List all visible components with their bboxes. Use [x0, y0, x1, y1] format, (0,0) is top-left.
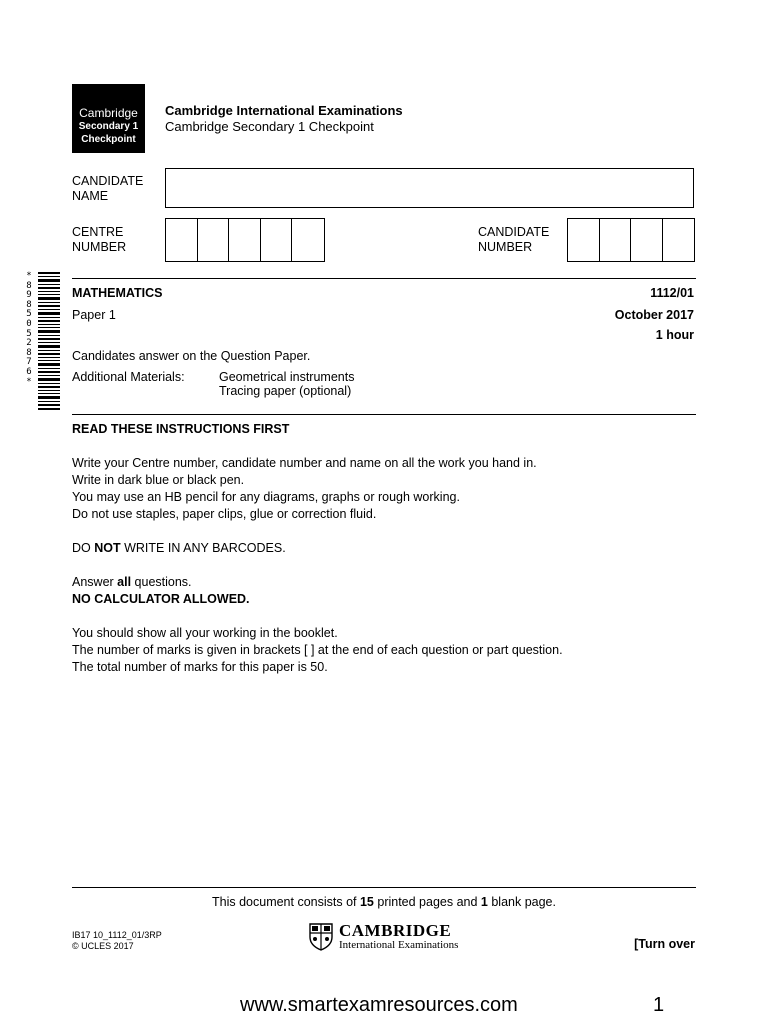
instruction-line: The total number of marks for this paper is 50.	[72, 660, 328, 674]
paper-code: 1112/01	[650, 286, 694, 300]
cambridge-logo	[309, 922, 458, 951]
centre-number-cell[interactable]	[229, 219, 261, 261]
instruction-text: WRITE IN ANY BARCODES.	[120, 541, 286, 555]
materials-label: Additional Materials:	[72, 370, 185, 384]
materials-list	[219, 370, 354, 398]
programme-title: Cambridge Secondary 1 Checkpoint	[165, 119, 374, 134]
candidate-number-label-line1: CANDIDATE	[478, 225, 550, 239]
candidate-number-cell[interactable]	[568, 219, 600, 261]
cambridge-wordmark: CAMBRIDGE	[339, 921, 452, 940]
candidate-number-boxes[interactable]	[567, 218, 695, 262]
candidate-number-cell[interactable]	[600, 219, 632, 261]
centre-number-label	[72, 225, 126, 255]
instruction-text: questions.	[131, 575, 192, 589]
instruction-line: Write in dark blue or black pen.	[72, 473, 245, 487]
barcode	[38, 272, 60, 410]
centre-number-label-line1: CENTRE	[72, 225, 124, 239]
cambridge-wordmark-sub: International Examinations	[339, 939, 459, 951]
logo-line-1: Cambridge	[79, 106, 138, 120]
instructions-heading: READ THESE INSTRUCTIONS FIRST	[72, 422, 290, 436]
centre-number-cell[interactable]	[166, 219, 198, 261]
instructions-body	[72, 455, 692, 676]
material-item: Tracing paper (optional)	[219, 384, 352, 398]
instruction-emphasis: NOT	[94, 541, 121, 555]
website-url: www.smartexamresources.com	[240, 994, 518, 1016]
instruction-line	[72, 540, 692, 557]
logo-line-3: Checkpoint	[81, 134, 136, 145]
section-divider	[72, 414, 696, 415]
turn-over: [Turn over	[634, 937, 695, 951]
instruction-emphasis: all	[117, 575, 132, 589]
section-divider	[72, 278, 696, 279]
instruction-line: Do not use staples, paper clips, glue or correction fluid.	[72, 507, 377, 521]
candidate-number-cell[interactable]	[631, 219, 663, 261]
exam-board-title: Cambridge International Examinations	[165, 103, 403, 118]
centre-number-label-line2: NUMBER	[72, 240, 127, 254]
instruction-line: NO CALCULATOR ALLOWED.	[72, 592, 250, 606]
exam-date: October 2017	[614, 308, 694, 322]
blank-page-count: 1	[480, 895, 488, 909]
instruction-text: DO	[72, 541, 95, 555]
subject-title: MATHEMATICS	[72, 286, 163, 300]
page-count-text: This document consists of	[212, 895, 360, 909]
candidate-name-label	[72, 174, 143, 204]
reference-code: IB17 10_1112_01/3RP	[72, 930, 162, 940]
footer-divider	[72, 887, 696, 888]
instruction-line	[72, 574, 692, 591]
instruction-line: Write your Centre number, candidate number and name on all the work you hand in.	[72, 456, 537, 470]
candidate-number-label-line2: NUMBER	[478, 240, 533, 254]
instruction-line: You may use an HB pencil for any diagrams, graphs or rough working.	[72, 490, 460, 504]
candidate-number-label	[478, 225, 549, 255]
barcode-digits	[23, 272, 35, 387]
candidate-name-box[interactable]	[165, 168, 694, 208]
material-item: Geometrical instruments	[219, 370, 355, 384]
centre-number-cell[interactable]	[198, 219, 230, 261]
answer-note: Candidates answer on the Question Paper.	[72, 349, 311, 363]
cambridge-checkpoint-logo	[72, 84, 145, 153]
printed-page-count: 15	[359, 895, 374, 909]
candidate-name-label-line2: NAME	[72, 189, 109, 203]
barcode-digits-text: *8985052876*	[26, 271, 32, 387]
instruction-line: The number of marks is given in brackets [ ] at the end of each question or part question.	[72, 643, 563, 657]
page-number: 1	[653, 994, 665, 1016]
candidate-number-cell[interactable]	[663, 219, 694, 261]
document-reference	[72, 930, 162, 952]
paper-number: Paper 1	[72, 308, 116, 322]
cambridge-crest-icon	[309, 923, 333, 951]
exam-duration: 1 hour	[655, 328, 694, 342]
instruction-text: Answer	[72, 575, 118, 589]
page-count-text: printed pages and	[373, 895, 481, 909]
centre-number-boxes[interactable]	[165, 218, 325, 262]
copyright: © UCLES 2017	[72, 941, 134, 951]
logo-line-2: Secondary 1	[78, 121, 139, 132]
instruction-line: You should show all your working in the booklet.	[72, 626, 338, 640]
centre-number-cell[interactable]	[292, 219, 324, 261]
centre-number-cell[interactable]	[261, 219, 293, 261]
page-count-text: blank page.	[487, 895, 556, 909]
page-count-note	[0, 895, 768, 909]
candidate-name-label-line1: CANDIDATE	[72, 174, 144, 188]
